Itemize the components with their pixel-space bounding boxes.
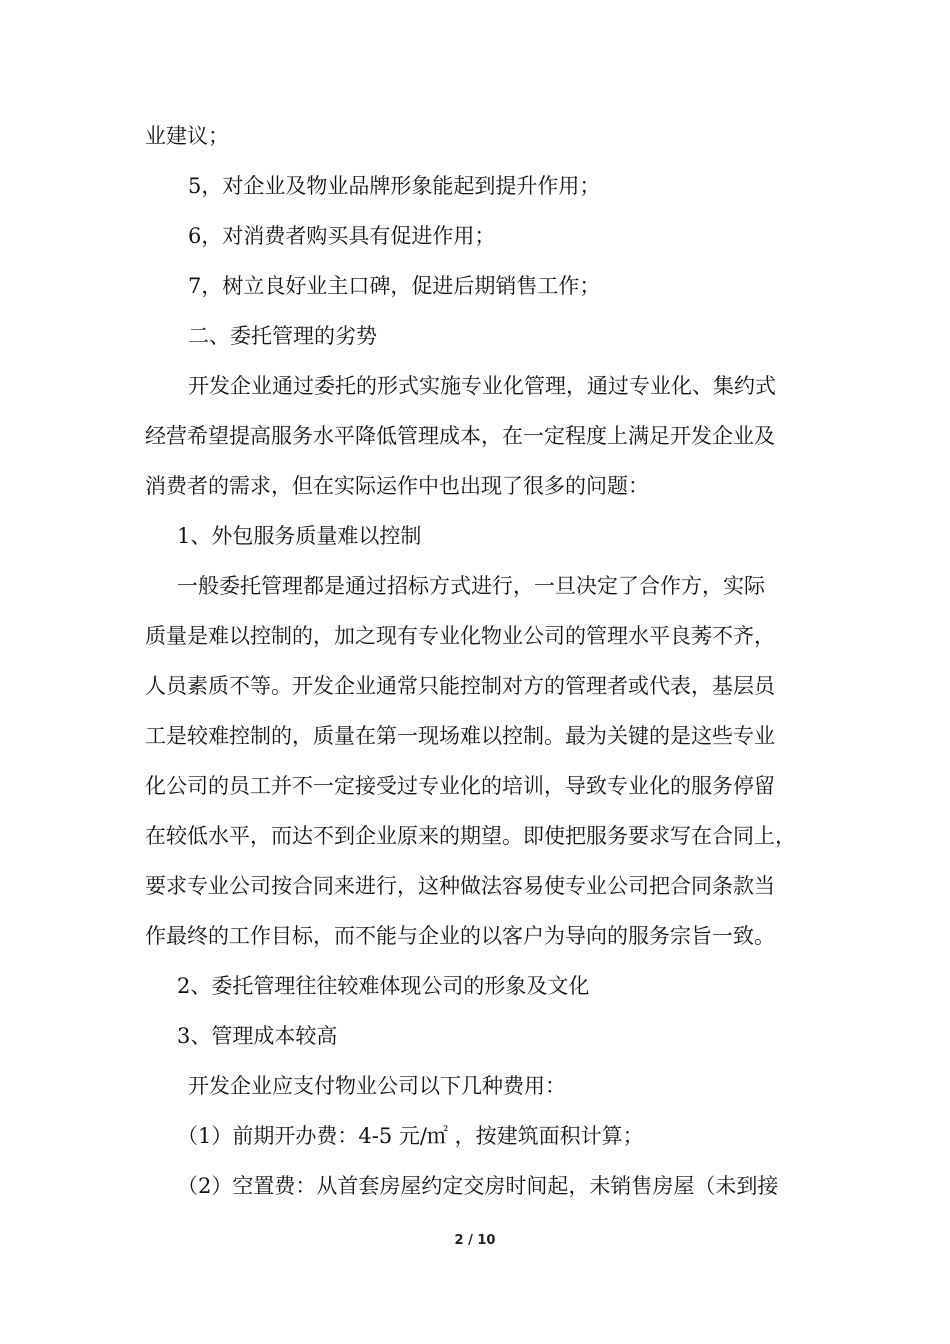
list-item: （1）前期开办费：4-5 元/㎡ ，按建筑面积计算； — [177, 1124, 644, 1148]
list-item: 5，对企业及物业品牌形象能起到提升作用； — [188, 174, 601, 198]
paragraph-line: 经营希望提高服务水平降低管理成本，在一定程度上满足开发企业及 — [145, 424, 775, 448]
paragraph-line: 一般委托管理都是通过招标方式进行，一旦决定了合作方，实际 — [177, 574, 765, 598]
subsection-heading: 3、管理成本较高 — [177, 1024, 338, 1048]
paragraph-line: 要求专业公司按合同来进行，这种做法容易使专业公司把合同条款当 — [145, 874, 775, 898]
paragraph-line: 在较低水平，而达不到企业原来的期望。即使把服务要求写在合同上， — [145, 824, 796, 848]
list-item: （2）空置费：从首套房屋约定交房时间起，未销售房屋（未到接 — [177, 1174, 779, 1198]
paragraph-line: 作最终的工作目标，而不能与企业的以客户为导向的服务宗旨一致。 — [145, 924, 775, 948]
subsection-heading: 2、委托管理往往较难体现公司的形象及文化 — [177, 974, 590, 998]
section-heading: 二、委托管理的劣势 — [188, 324, 377, 348]
paragraph-line: 化公司的员工并不一定接受过专业化的培训，导致专业化的服务停留 — [145, 774, 775, 798]
paragraph-line: 工是较难控制的，质量在第一现场难以控制。最为关键的是这些专业 — [145, 724, 775, 748]
paragraph-line: 质量是难以控制的，加之现有专业化物业公司的管理水平良莠不齐， — [145, 624, 775, 648]
subsection-heading: 1、外包服务质量难以控制 — [177, 524, 422, 548]
paragraph-line: 人员素质不等。开发企业通常只能控制对方的管理者或代表，基层员 — [145, 674, 775, 698]
paragraph-line: 开发企业通过委托的形式实施专业化管理，通过专业化、集约式 — [188, 374, 776, 398]
paragraph-line: 消费者的需求，但在实际运作中也出现了很多的问题： — [145, 474, 649, 498]
list-item: 6，对消费者购买具有促进作用； — [188, 224, 496, 248]
text-line: 业建议； — [145, 124, 229, 148]
list-item: 7，树立良好业主口碑，促进后期销售工作； — [188, 274, 601, 298]
paragraph-line: 开发企业应支付物业公司以下几种费用： — [188, 1074, 566, 1098]
page-number: 2 / 10 — [454, 1233, 496, 1248]
